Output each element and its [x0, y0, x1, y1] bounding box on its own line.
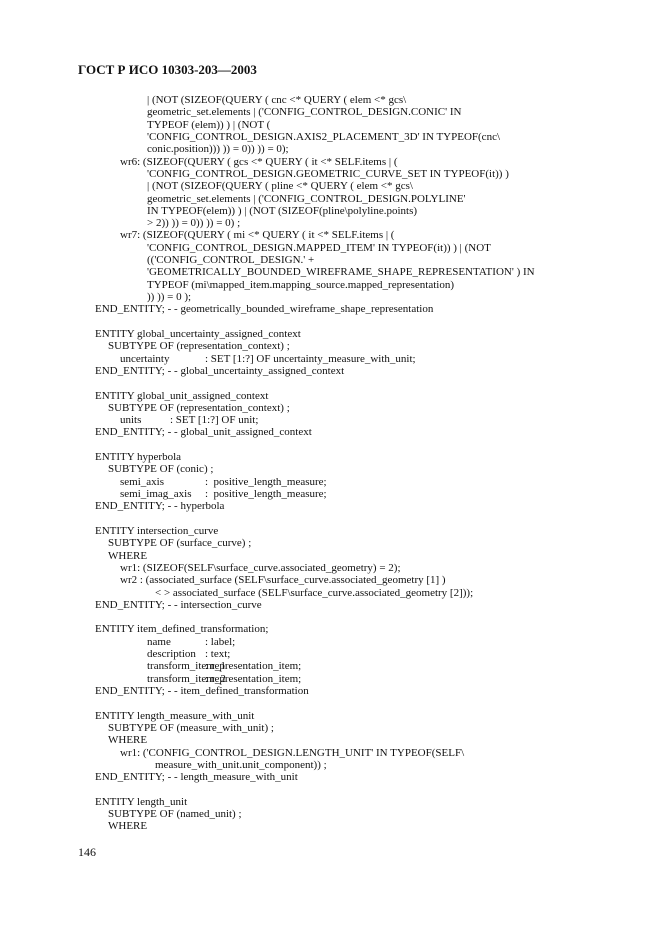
code-text: )) )) = 0 );: [147, 291, 192, 303]
code-line: [0, 759, 661, 771]
code-line: [0, 279, 661, 291]
code-line: [0, 796, 661, 808]
code-line: [0, 439, 661, 451]
code-line: [0, 193, 661, 205]
code-line: [0, 808, 661, 820]
code-text: WHERE: [108, 734, 148, 747]
code-line: [0, 402, 661, 414]
attribute-name: semi_imag_axis: [120, 488, 192, 500]
code-line: [0, 648, 661, 660]
code-line: [0, 820, 661, 832]
code-line: [0, 242, 661, 254]
code-text: 'CONFIG_CONTROL_DESIGN.MAPPED_ITEM' IN TYPEOF(it)) ) | (NOT: [147, 241, 491, 254]
code-text: SUBTYPE OF (surface_curve) ;: [108, 537, 252, 550]
code-line: [0, 229, 661, 241]
attribute-name: semi_axis: [120, 475, 164, 488]
attribute-name: units: [120, 414, 142, 427]
code-line: [0, 574, 661, 586]
code-text: : label;: [205, 635, 236, 648]
code-listing: [0, 94, 661, 833]
code-line: [0, 94, 661, 106]
code-line: [0, 340, 661, 352]
code-line: [0, 513, 661, 525]
code-line: [0, 771, 661, 783]
code-text: ENTITY item_defined_transformation;: [95, 623, 269, 636]
code-line: [0, 168, 661, 180]
code-line: [0, 131, 661, 143]
page-number: 146: [78, 845, 96, 859]
code-line: [0, 414, 661, 426]
code-line: [0, 106, 661, 118]
code-line: [0, 451, 661, 463]
code-text: : positive_length_measure;: [205, 488, 327, 500]
code-text: END_ENTITY; - - item_defined_transformation: [95, 685, 309, 697]
code-line: [0, 488, 661, 500]
code-text: SUBTYPE OF (measure_with_unit) ;: [108, 721, 274, 734]
code-line: [0, 599, 661, 611]
code-line: [0, 143, 661, 155]
code-text: wr1: ('CONFIG_CONTROL_DESIGN.LENGTH_UNIT' IN TYPEOF(SELF\: [120, 746, 465, 759]
code-text: TYPEOF (elem)) ) | (NOT (: [147, 118, 271, 131]
code-line: [0, 562, 661, 574]
code-line: [0, 611, 661, 623]
code-text: | (NOT (SIZEOF(QUERY ( cnc <* QUERY ( elem <* gcs\: [147, 94, 407, 106]
code-text: | (NOT (SIZEOF(QUERY ( pline <* QUERY ( elem <* gcs\: [147, 180, 413, 193]
code-line: [0, 217, 661, 229]
code-text: : SET [1:?] OF unit;: [170, 414, 259, 427]
code-line: [0, 710, 661, 722]
code-text: TYPEOF (mi\mapped_item.mapping_source.mapped_representation): [147, 278, 455, 291]
code-text: END_ENTITY; - - hyperbola: [95, 500, 225, 513]
document-header: ГОСТ Р ИСО 10303-203—2003: [78, 62, 257, 77]
code-text: 'CONFIG_CONTROL_DESIGN.GEOMETRIC_CURVE_SET IN TYPEOF(it)) ): [147, 167, 509, 180]
code-line: [0, 426, 661, 438]
code-line: [0, 697, 661, 709]
code-text: ENTITY length_unit: [95, 795, 188, 808]
code-text: SUBTYPE OF (named_unit) ;: [108, 808, 242, 821]
code-line: [0, 205, 661, 217]
attribute-name: transform_item_1: [147, 660, 226, 673]
code-text: WHERE: [108, 820, 148, 833]
code-text: SUBTYPE OF (representation_context) ;: [108, 401, 290, 414]
code-text: conic.position))) )) = 0)) )) = 0);: [147, 143, 289, 156]
code-text: 'CONFIG_CONTROL_DESIGN.AXIS2_PLACEMENT_3D' IN TYPEOF(cnc\: [147, 130, 501, 143]
code-text: END_ENTITY; - - intersection_curve: [95, 598, 262, 611]
code-text: : representation_item;: [205, 672, 302, 685]
code-text: 'GEOMETRICALLY_BOUNDED_WIREFRAME_SHAPE_REPRESENTATION' ) IN: [147, 266, 535, 279]
code-line: [0, 119, 661, 131]
code-text: geometric_set.elements | ('CONFIG_CONTROL_DESIGN.CONIC' IN: [147, 106, 462, 119]
code-line: [0, 636, 661, 648]
code-line: [0, 353, 661, 365]
code-text: geometric_set.elements | ('CONFIG_CONTROL_DESIGN.POLYLINE': [147, 192, 466, 205]
code-text: : representation_item;: [205, 660, 302, 673]
code-text: : positive_length_measure;: [205, 475, 327, 488]
code-line: [0, 673, 661, 685]
code-line: [0, 500, 661, 512]
code-text: : SET [1:?] OF uncertainty_measure_with_unit;: [205, 352, 416, 365]
code-line: [0, 316, 661, 328]
code-text: ENTITY global_unit_assigned_context: [95, 389, 269, 402]
code-line: [0, 660, 661, 672]
code-line: [0, 291, 661, 303]
code-text: IN TYPEOF(elem)) ) | (NOT (SIZEOF(pline\polyline.points): [147, 204, 418, 217]
code-text: END_ENTITY; - - global_uncertainty_assigned_context: [95, 364, 345, 377]
code-line: [0, 476, 661, 488]
code-line: [0, 587, 661, 599]
code-line: [0, 734, 661, 746]
code-text: : text;: [205, 648, 231, 661]
code-line: [0, 180, 661, 192]
attribute-name: uncertainty: [120, 352, 170, 365]
code-text: ENTITY global_uncertainty_assigned_context: [95, 327, 301, 340]
code-line: [0, 685, 661, 697]
code-text: SUBTYPE OF (conic) ;: [108, 463, 214, 476]
code-line: [0, 365, 661, 377]
code-line: [0, 463, 661, 475]
code-text: ENTITY intersection_curve: [95, 524, 219, 537]
code-line: [0, 377, 661, 389]
code-line: [0, 747, 661, 759]
attribute-name: name: [147, 635, 171, 648]
code-line: [0, 537, 661, 549]
code-text: wr1: (SIZEOF(SELF\surface_curve.associated_geometry) = 2);: [120, 561, 401, 574]
code-text: wr2 : (associated_surface (SELF\surface_curve.associated_geometry [1] ): [120, 574, 446, 587]
code-line: [0, 254, 661, 266]
attribute-name: transform_item_2: [147, 672, 226, 685]
code-line: [0, 328, 661, 340]
code-text: < > associated_surface (SELF\surface_curve.associated_geometry [2]));: [155, 586, 474, 599]
code-text: ENTITY length_measure_with_unit: [95, 709, 255, 722]
code-line: [0, 784, 661, 796]
code-text: wr6: (SIZEOF(QUERY ( gcs <* QUERY ( it <* SELF.items | (: [120, 155, 398, 168]
code-text: measure_with_unit.unit_component)) ;: [155, 758, 327, 771]
code-line: [0, 156, 661, 168]
code-text: wr7: (SIZEOF(QUERY ( mi <* QUERY ( it <* SELF.items | (: [120, 229, 395, 242]
code-text: WHERE: [108, 549, 148, 562]
code-line: [0, 390, 661, 402]
code-text: ENTITY hyperbola: [95, 451, 182, 464]
code-line: [0, 266, 661, 278]
code-line: [0, 722, 661, 734]
code-text: > 2)) )) = 0)) )) = 0) ;: [147, 217, 241, 230]
code-line: [0, 623, 661, 635]
code-text: (('CONFIG_CONTROL_DESIGN.' +: [147, 254, 315, 267]
code-text: SUBTYPE OF (representation_context) ;: [108, 340, 290, 353]
code-text: END_ENTITY; - - length_measure_with_unit: [95, 771, 298, 784]
code-text: END_ENTITY; - - global_unit_assigned_context: [95, 426, 312, 439]
attribute-name: description: [147, 648, 196, 661]
code-line: [0, 303, 661, 315]
code-text: END_ENTITY; - - geometrically_bounded_wireframe_shape_representation: [95, 303, 434, 316]
code-line: [0, 525, 661, 537]
code-line: [0, 550, 661, 562]
